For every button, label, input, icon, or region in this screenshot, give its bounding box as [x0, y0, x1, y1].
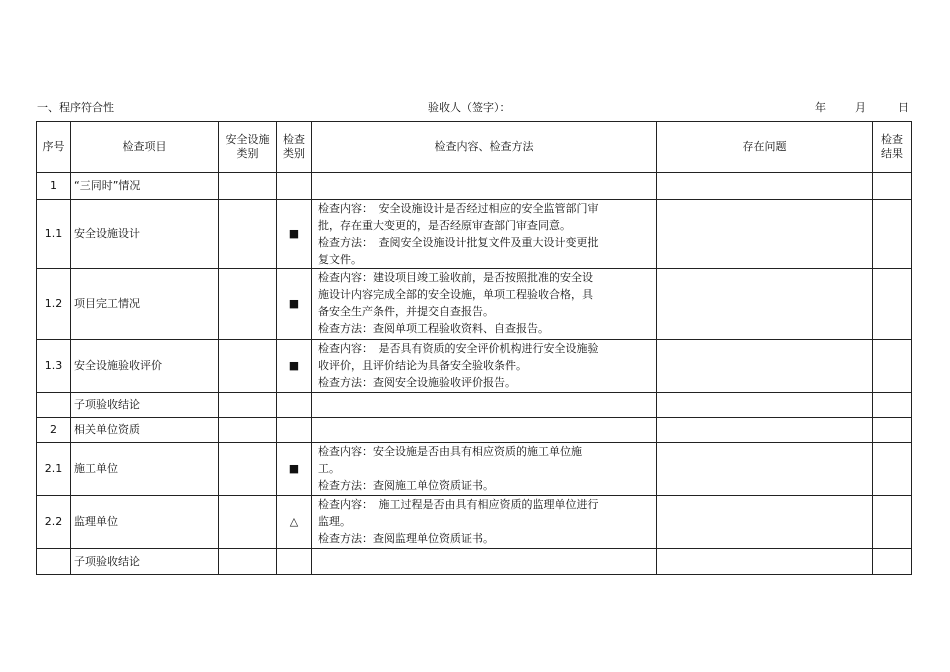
row-content: [312, 418, 657, 443]
row-content: 检查内容：安全设施是否由具有相应资质的施工单位施 工。 检查方法：查阅施工单位资质证书。: [312, 443, 657, 496]
header-issues: 存在问题: [657, 122, 873, 173]
header-content-method: 检查内容、检查方法: [312, 122, 657, 173]
row-no: 2.2: [37, 496, 71, 549]
row-no: 1.2: [37, 269, 71, 340]
row-item: 施工单位: [71, 443, 219, 496]
row-result-cell: [873, 173, 912, 200]
header-result: 检查 结果: [873, 122, 912, 173]
row-no: 1.3: [37, 340, 71, 393]
row-check-symbol: ■: [277, 269, 312, 340]
row-facility-cell: [219, 418, 277, 443]
row-result-cell: [873, 443, 912, 496]
section-title: 一、程序符合性: [37, 101, 114, 114]
row-issues-cell: [657, 496, 873, 549]
row-facility-cell: [219, 549, 277, 575]
table-header-row: [37, 122, 912, 173]
row-item: 子项验收结论: [71, 393, 219, 418]
row-content: [312, 173, 657, 200]
row-result-cell: [873, 269, 912, 340]
row-no: 2: [37, 418, 71, 443]
row-facility-cell: [219, 269, 277, 340]
row-issues-cell: [657, 393, 873, 418]
row-result-cell: [873, 418, 912, 443]
row-issues-cell: [657, 549, 873, 575]
row-issues-cell: [657, 340, 873, 393]
row-issues-cell: [657, 443, 873, 496]
row-no: 1: [37, 173, 71, 200]
row-content: 检查内容： 是否具有资质的安全评价机构进行安全设施验 收评价，且评价结论为具备安全验收条件。 检查方法：查阅安全设施验收评价报告。: [312, 340, 657, 393]
header-item: 检查项目: [71, 122, 219, 173]
year-label: 年: [815, 101, 826, 114]
row-check-symbol: [277, 418, 312, 443]
row-content: [312, 549, 657, 575]
table-row: [37, 496, 912, 549]
row-no: [37, 393, 71, 418]
row-facility-cell: [219, 173, 277, 200]
table-row: [37, 269, 912, 340]
row-result-cell: [873, 393, 912, 418]
header-no: 序号: [37, 122, 71, 173]
row-result-cell: [873, 340, 912, 393]
row-check-symbol: ■: [277, 443, 312, 496]
row-item: 安全设施验收评价: [71, 340, 219, 393]
row-content: [312, 393, 657, 418]
row-issues-cell: [657, 418, 873, 443]
inspector-signature-label: 验收人（签字）：: [428, 101, 511, 114]
row-content: 检查内容： 施工过程是否由具有相应资质的监理单位进行 监理。 检查方法：查阅监理单位资质证书。: [312, 496, 657, 549]
row-item: 子项验收结论: [71, 549, 219, 575]
table-row: [37, 443, 912, 496]
row-facility-cell: [219, 443, 277, 496]
row-result-cell: [873, 200, 912, 269]
row-facility-cell: [219, 496, 277, 549]
row-result-cell: [873, 549, 912, 575]
row-facility-cell: [219, 200, 277, 269]
row-item: 相关单位资质: [71, 418, 219, 443]
row-check-symbol: [277, 549, 312, 575]
table-row: [37, 418, 912, 443]
row-issues-cell: [657, 269, 873, 340]
row-check-symbol: [277, 173, 312, 200]
row-check-symbol: ■: [277, 200, 312, 269]
table-row: [37, 549, 912, 575]
table-row: [37, 200, 912, 269]
row-no: [37, 549, 71, 575]
row-check-symbol: ■: [277, 340, 312, 393]
row-issues-cell: [657, 173, 873, 200]
row-facility-cell: [219, 393, 277, 418]
row-content: 检查内容：建设项目竣工验收前，是否按照批准的安全设 施设计内容完成全部的安全设施，单项工程验收合格，具 备安全生产条件，并提交自查报告。 检查方法：查阅单项工程验收资料、自查报告。: [312, 269, 657, 340]
row-no: 2.1: [37, 443, 71, 496]
row-check-symbol: △: [277, 496, 312, 549]
table-row: [37, 393, 912, 418]
header-check-category: 检查 类别: [277, 122, 312, 173]
row-result-cell: [873, 496, 912, 549]
row-item: 监理单位: [71, 496, 219, 549]
table-row: [37, 340, 912, 393]
row-issues-cell: [657, 200, 873, 269]
table-row: [37, 173, 912, 200]
header-facility-category: 安全设施 类别: [219, 122, 277, 173]
row-facility-cell: [219, 340, 277, 393]
row-content: 检查内容： 安全设施设计是否经过相应的安全监管部门审 批，存在重大变更的，是否经原审查部门审查同意。 检查方法： 查阅安全设施设计批复文件及重大设计变更批 复文件。: [312, 200, 657, 269]
row-item: 项目完工情况: [71, 269, 219, 340]
row-check-symbol: [277, 393, 312, 418]
inspection-table: [36, 121, 912, 575]
row-no: 1.1: [37, 200, 71, 269]
month-label: 月: [855, 101, 866, 114]
row-item: 安全设施设计: [71, 200, 219, 269]
row-item: “三同时”情况: [71, 173, 219, 200]
day-label: 日: [898, 101, 909, 114]
